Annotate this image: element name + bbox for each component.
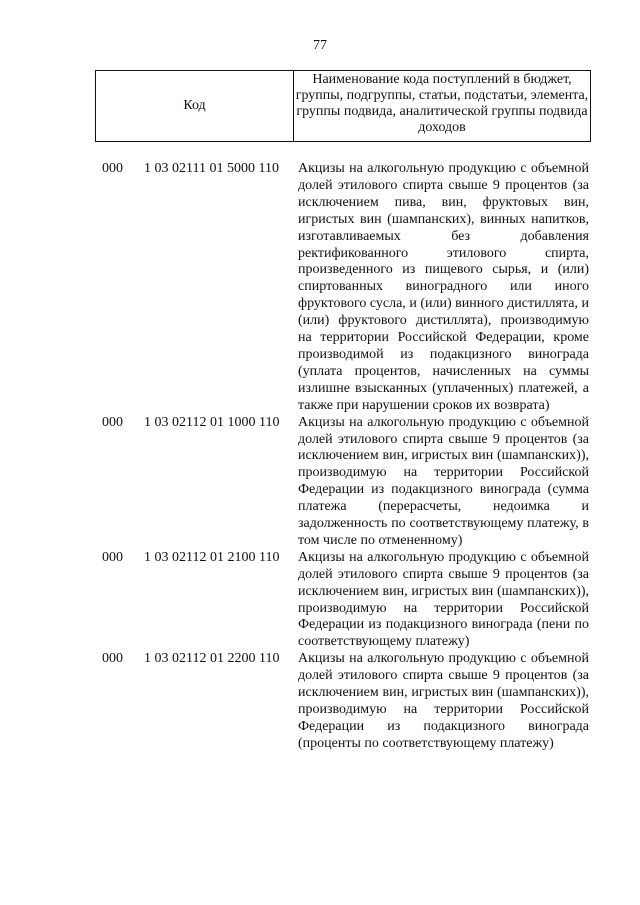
row-revenue-code: 1 03 02112 01 1000 110 xyxy=(144,414,280,430)
row-description: Акцизы на алкогольную продукцию с объемной долей этилового спирта свыше 9 процентов (за исключением вин, игристых вин (шампанских)), производимую на территории Российской Федерации из подакцизного винограда (сумма платежа (перерасчеты, недоимка и задолженность по соответствующему платежу, в том числе по отмененному) xyxy=(298,414,589,548)
row-admin-code: 000 xyxy=(102,549,123,565)
header-name-column: Наименование кода поступлений в бюджет, группы, подгруппы, статьи, подстатьи, элемента, группы подвида, аналитической группы подвида доходов xyxy=(295,72,589,135)
row-revenue-code: 1 03 02112 01 2100 110 xyxy=(144,549,280,565)
table-row xyxy=(0,550,640,651)
page-number: 77 xyxy=(313,38,327,53)
table-header xyxy=(95,70,591,142)
row-revenue-code: 1 03 02112 01 2200 110 xyxy=(144,651,280,667)
row-description: Акцизы на алкогольную продукцию с объемной долей этилового спирта свыше 9 процентов (за исключением вин, игристых вин (шампанских)), производимую на территории Российской Федерации из подакцизного винограда (проценты по соответствующему платежу) xyxy=(298,651,589,751)
table-row xyxy=(0,651,640,752)
row-admin-code: 000 xyxy=(102,161,123,176)
table-row xyxy=(0,161,640,415)
row-description: Акцизы на алкогольную продукцию с объемной долей этилового спирта свыше 9 процентов (за исключением вин, игристых вин (шампанских)), производимую на территории Российской Федерации из подакцизного винограда (пени по соответствующему платежу) xyxy=(298,549,589,650)
header-code-column: Код xyxy=(96,71,294,141)
revenue-code-list xyxy=(0,161,640,753)
row-description: Акцизы на алкогольную продукцию с объемной долей этилового спирта свыше 9 процентов (за исключением пива, вин, фруктовых вин, игристых вин (шампанских), винных напитков, изготавливаемых без добавления ректификованного этилового спирта, произведенного из пищевого сырья, и (или) спиртованных виноградного или иного фруктового сусла, и (или) винного дистиллята, и (или) фруктового дистиллята), производимую на территории Российской Федерации, кроме производимой из подакцизного винограда (уплата процентов, начисленных на суммы излишне взысканных (уплаченных) платежей, а также при нарушении сроков их возврата) xyxy=(298,161,589,413)
row-admin-code: 000 xyxy=(102,651,123,667)
table-row xyxy=(0,415,640,550)
row-revenue-code: 1 03 02111 01 5000 110 xyxy=(144,161,279,176)
row-admin-code: 000 xyxy=(102,414,123,430)
